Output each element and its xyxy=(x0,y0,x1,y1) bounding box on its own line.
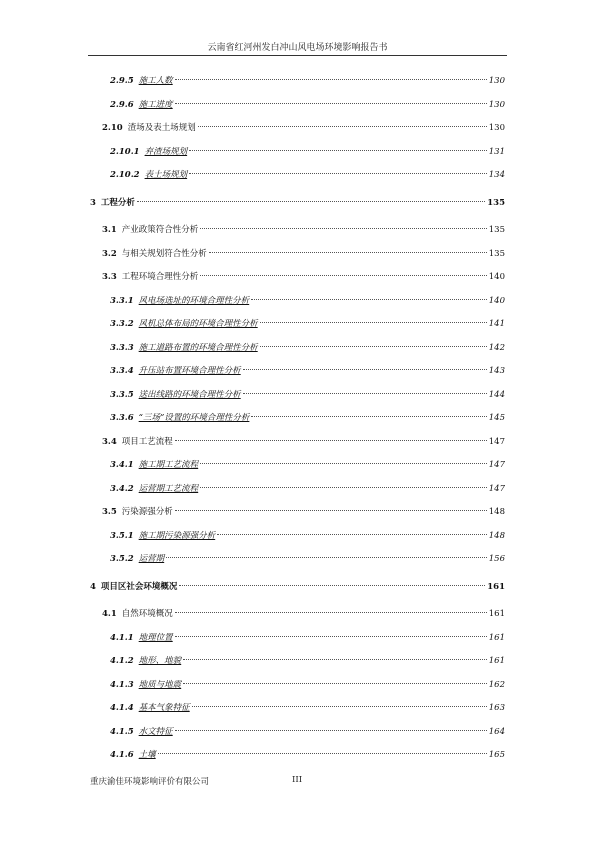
toc-dot-leader xyxy=(200,463,487,464)
toc-entry-page: 135 xyxy=(488,225,505,235)
header-divider xyxy=(88,55,507,56)
footer-company: 重庆渝佳环境影响评价有限公司 xyxy=(90,777,210,787)
toc-dot-leader xyxy=(243,369,487,370)
toc-entry-number: 4.1.1 xyxy=(110,632,134,643)
toc-entry-number: 3.5.1 xyxy=(110,530,134,541)
toc-entry-page: 161 xyxy=(487,581,505,592)
toc-entry-page: 147 xyxy=(488,436,505,447)
toc-dot-leader xyxy=(175,440,487,441)
toc-entry-page: 165 xyxy=(488,750,505,760)
toc-dot-leader xyxy=(251,299,487,300)
toc-entry-page: 142 xyxy=(488,342,505,353)
toc-dot-leader xyxy=(260,322,487,323)
toc-dot-leader xyxy=(175,636,487,637)
toc-dot-leader xyxy=(158,753,487,754)
footer-page-number: III xyxy=(292,775,303,785)
toc-entry-page: 145 xyxy=(488,413,505,423)
toc-entry-title: 风电场选址的环境合理性分析 xyxy=(138,295,250,306)
toc-entry-title: 渣场及表土场规划 xyxy=(127,123,196,133)
toc-dot-leader xyxy=(200,228,486,229)
toc-entry-page: 135 xyxy=(488,248,505,259)
toc-entry-page: 147 xyxy=(488,483,505,494)
toc-entry-title: 施工期污染源强分析 xyxy=(138,530,216,541)
toc-entry-title: 施工道路布置的环境合理性分析 xyxy=(138,342,258,353)
toc-entry[interactable] xyxy=(110,98,505,112)
toc-entry-page: 140 xyxy=(488,295,505,306)
toc-entry[interactable] xyxy=(102,247,505,261)
toc-entry[interactable] xyxy=(110,748,505,762)
toc-dot-leader xyxy=(217,534,487,535)
toc-entry-number: 3.5 xyxy=(102,507,117,517)
toc-entry-number: 3.3 xyxy=(102,272,117,282)
toc-entry-title: 运营期 xyxy=(138,554,165,564)
toc-entry-page: 148 xyxy=(488,530,505,541)
toc-entry[interactable] xyxy=(110,678,505,692)
toc-entry[interactable] xyxy=(110,145,505,159)
toc-entry-page: 144 xyxy=(488,389,505,400)
toc-entry-page: 134 xyxy=(488,170,505,180)
toc-entry-number: 4 xyxy=(90,581,96,592)
toc-entry[interactable] xyxy=(110,341,505,355)
toc-entry[interactable] xyxy=(110,74,505,88)
toc-entry[interactable] xyxy=(110,631,505,645)
toc-entry-page: 130 xyxy=(488,99,505,110)
toc-entry-title: 地形、地貌 xyxy=(138,656,182,666)
toc-entry-page: 164 xyxy=(488,726,505,737)
toc-dot-leader xyxy=(183,683,487,684)
toc-dot-leader xyxy=(251,416,486,417)
toc-entry-number: 4.1.5 xyxy=(110,726,134,737)
toc-entry-title: 施工人数 xyxy=(138,76,173,86)
toc-dot-leader xyxy=(243,393,487,394)
toc-entry[interactable] xyxy=(110,168,505,182)
toc-entry-title: 表土场规划 xyxy=(144,170,188,180)
page-header: 云南省红河州发白冲山风电场环境影响报告书 xyxy=(207,43,388,53)
toc-entry-number: 3.3.2 xyxy=(110,319,134,329)
toc-entry[interactable] xyxy=(110,317,505,331)
toc-entry[interactable] xyxy=(102,270,505,284)
toc-dot-leader xyxy=(175,510,487,511)
toc-entry[interactable] xyxy=(102,121,505,135)
toc-dot-leader xyxy=(175,79,487,80)
toc-entry-page: 161 xyxy=(488,609,505,619)
toc-entry-title: 地质与地震 xyxy=(138,679,182,690)
toc-entry-number: 2.10 xyxy=(102,123,123,133)
toc-dot-leader xyxy=(209,252,487,253)
toc-entry-number: 3.4 xyxy=(102,436,117,447)
toc-entry-title: 工程分析 xyxy=(100,197,135,208)
toc-entry-number: 3.3.3 xyxy=(110,342,134,353)
toc-entry-number: 4.1.2 xyxy=(110,656,134,666)
toc-entry-page: 130 xyxy=(488,123,505,133)
toc-entry-page: 148 xyxy=(488,507,505,517)
toc-entry-number: 4.1.3 xyxy=(110,679,134,690)
toc-entry-title: 水文特征 xyxy=(138,726,173,737)
toc-entry-title: 项目工艺流程 xyxy=(121,436,173,447)
toc-entry[interactable] xyxy=(110,458,505,472)
toc-entry-number: 4.1 xyxy=(102,609,117,619)
toc-dot-leader xyxy=(189,150,487,151)
toc-entry-title: 送出线路的环境合理性分析 xyxy=(138,389,241,400)
toc-entry-title: 产业政策符合性分析 xyxy=(121,225,199,235)
toc-entry[interactable] xyxy=(90,580,505,594)
toc-dot-leader xyxy=(175,730,487,731)
toc-entry-number: 3.3.5 xyxy=(110,389,134,400)
toc-dot-leader xyxy=(179,585,485,586)
toc-dot-leader xyxy=(175,103,487,104)
toc-entry[interactable] xyxy=(110,529,505,543)
toc-entry-title: 土壤 xyxy=(138,750,156,760)
toc-dot-leader xyxy=(166,557,487,558)
toc-entry-page: 130 xyxy=(488,76,505,86)
toc-entry-number: 4.1.6 xyxy=(110,750,134,760)
toc-entry-page: 143 xyxy=(488,366,505,376)
toc-entry[interactable] xyxy=(110,411,505,425)
toc-entry-number: 4.1.4 xyxy=(110,703,134,713)
toc-entry-page: 140 xyxy=(488,272,505,282)
toc-entry[interactable] xyxy=(110,654,505,668)
toc-entry-title: 风机总体布局的环境合理性分析 xyxy=(138,319,258,329)
toc-dot-leader xyxy=(175,612,487,613)
toc-entry-number: 3.3.1 xyxy=(110,295,134,306)
toc-entry-number: 3.3.4 xyxy=(110,366,134,376)
toc-entry-title: 自然环境概况 xyxy=(121,609,173,619)
toc-entry-page: 141 xyxy=(488,319,505,329)
toc-entry-number: 2.9.6 xyxy=(110,99,134,110)
toc-entry-page: 135 xyxy=(487,197,505,208)
toc-entry[interactable] xyxy=(110,388,505,402)
toc-entry-page: 163 xyxy=(488,703,505,713)
toc-dot-leader xyxy=(200,275,486,276)
toc-entry[interactable] xyxy=(102,435,505,449)
toc-entry-page: 131 xyxy=(488,146,505,157)
toc-entry-title: 运营期工艺流程 xyxy=(138,483,199,494)
toc-entry-number: 2.9.5 xyxy=(110,76,134,86)
toc-entry-number: 3 xyxy=(90,197,96,208)
toc-entry-number: 3.3.6 xyxy=(110,413,134,423)
toc-entry-title: “三场”设置的环境合理性分析 xyxy=(138,413,250,423)
toc-entry[interactable] xyxy=(102,607,505,621)
toc-entry-page: 161 xyxy=(488,632,505,643)
toc-entry[interactable] xyxy=(102,505,505,519)
toc-entry-number: 3.4.1 xyxy=(110,460,134,470)
toc-entry-title: 与相关规划符合性分析 xyxy=(121,248,207,259)
toc-entry-title: 升压站布置环境合理性分析 xyxy=(138,366,241,376)
toc-entry-number: 3.1 xyxy=(102,225,117,235)
toc-entry[interactable] xyxy=(110,552,505,566)
toc-entry-title: 施工进度 xyxy=(138,99,173,110)
toc-entry-page: 156 xyxy=(488,554,505,564)
toc-entry-page: 162 xyxy=(488,679,505,690)
toc-entry[interactable] xyxy=(102,223,505,237)
toc-entry-page: 147 xyxy=(488,460,505,470)
toc-entry-number: 3.2 xyxy=(102,248,117,259)
toc-dot-leader xyxy=(200,487,487,488)
toc-entry-title: 项目区社会环境概况 xyxy=(100,581,178,592)
toc-entry-title: 工程环境合理性分析 xyxy=(121,272,199,282)
toc-entry-title: 地理位置 xyxy=(138,632,173,643)
toc-entry-page: 161 xyxy=(488,656,505,666)
toc-dot-leader xyxy=(137,201,485,202)
toc-entry[interactable] xyxy=(110,701,505,715)
toc-entry-number: 3.4.2 xyxy=(110,483,134,494)
toc-entry-title: 污染源强分析 xyxy=(121,507,173,517)
toc-dot-leader xyxy=(189,173,487,174)
toc-entry[interactable] xyxy=(90,196,505,210)
toc-entry-title: 基本气象特征 xyxy=(138,703,190,713)
toc-entry-title: 弃渣场规划 xyxy=(144,146,188,157)
toc-entry[interactable] xyxy=(110,482,505,496)
toc-dot-leader xyxy=(198,126,487,127)
toc-entry-title: 施工期工艺流程 xyxy=(138,460,199,470)
toc-entry-number: 3.5.2 xyxy=(110,554,134,564)
toc-dot-leader xyxy=(183,659,487,660)
toc-dot-leader xyxy=(192,706,487,707)
toc-entry-number: 2.10.2 xyxy=(110,170,140,180)
toc-entry-number: 2.10.1 xyxy=(110,146,140,157)
toc-entry[interactable] xyxy=(110,364,505,378)
toc-entry[interactable] xyxy=(110,725,505,739)
toc-entry[interactable] xyxy=(110,294,505,308)
toc-dot-leader xyxy=(260,346,487,347)
